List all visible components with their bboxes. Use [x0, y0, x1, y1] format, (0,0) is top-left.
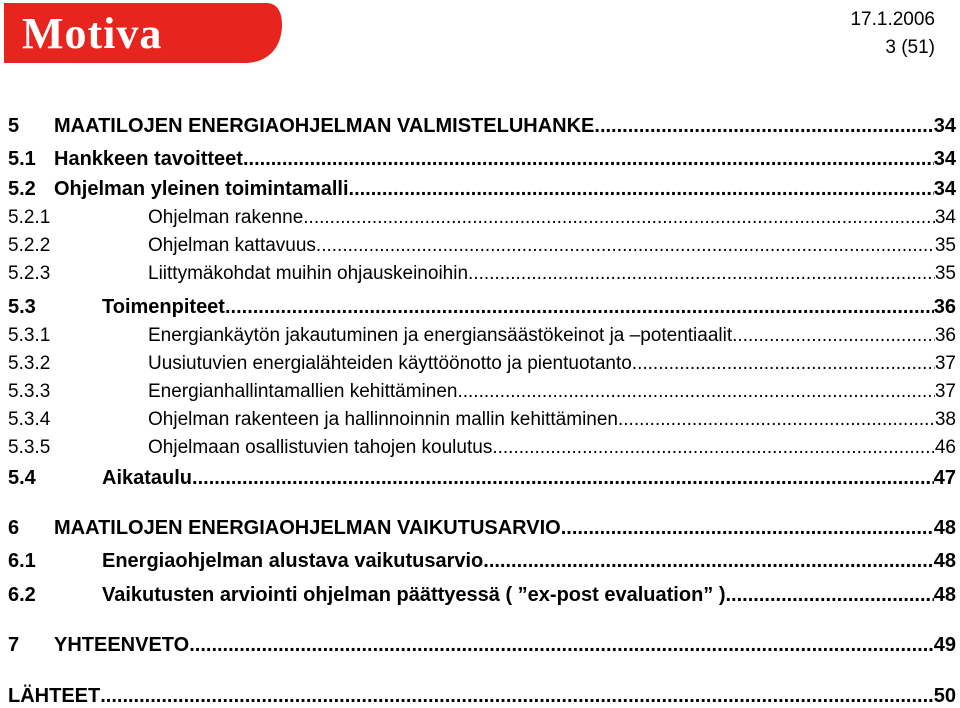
toc-page: 47 — [933, 467, 956, 489]
toc-title: LÄHTEET — [8, 685, 101, 707]
toc-number: 5.4 — [8, 467, 36, 489]
toc-title: Ohjelman rakenne — [148, 207, 304, 228]
toc-page: 35 — [934, 263, 956, 284]
toc-leader — [632, 352, 935, 376]
toc-number: 5 — [8, 115, 20, 137]
toc-entry-5-4[interactable] — [8, 466, 956, 490]
toc-entry-5-2-2[interactable] — [8, 234, 956, 258]
toc-number: 5.3.3 — [8, 381, 51, 402]
toc-title: Energiaohjelman alustava vaikutusarvio — [102, 550, 484, 572]
toc-title: Energianhallintamallien kehittäminen — [148, 381, 458, 402]
logo-text: Motiva — [22, 9, 163, 58]
toc-page: 48 — [933, 584, 956, 606]
toc-entry-7[interactable] — [8, 633, 956, 657]
toc-entry-5-2-3[interactable] — [8, 262, 956, 286]
toc-title: Vaikutusten arviointi ohjelman päättyessä ( ”ex-post evaluation” ) — [102, 584, 726, 606]
toc-entry-5-2[interactable] — [8, 177, 956, 201]
document-date: 17.1.2006 — [850, 9, 935, 30]
toc-number: 5.3 — [8, 296, 36, 318]
toc-page: 48 — [933, 517, 956, 539]
toc-entry-6[interactable] — [8, 516, 956, 540]
toc-page: 37 — [934, 353, 956, 374]
toc-title: MAATILOJEN ENERGIAOHJELMAN VAIKUTUSARVIO — [54, 517, 561, 539]
toc-number: 5.3.4 — [8, 409, 51, 430]
toc-number: 6.1 — [8, 550, 36, 572]
toc-number: 6 — [8, 517, 20, 539]
toc-entry-5-3-1[interactable] — [8, 324, 956, 348]
toc-page: 34 — [933, 115, 956, 137]
toc-page: 38 — [934, 409, 956, 430]
toc-entry-6-1[interactable] — [8, 549, 956, 573]
toc-entry-5-3-2[interactable] — [8, 352, 956, 376]
toc-title: Ohjelman rakenteen ja hallinnoinnin mallin kehittäminen — [148, 409, 618, 430]
toc-entry-5-3-5[interactable] — [8, 436, 956, 460]
toc-title: Hankkeen tavoitteet — [54, 148, 243, 170]
toc-page: 36 — [933, 296, 956, 318]
toc-title: Toimenpiteet — [102, 296, 225, 318]
toc-leader — [192, 466, 934, 490]
table-of-contents — [8, 0, 956, 706]
toc-number: 5.2 — [8, 178, 36, 200]
toc-entry-5-3-3[interactable] — [8, 380, 956, 404]
toc-title: Energiankäytön jakautuminen ja energiansäästökeinot ja –potentiaalit — [148, 325, 733, 346]
toc-page: 34 — [933, 148, 956, 170]
toc-title: Liittymäkohdat muihin ohjauskeinoihin — [148, 263, 469, 284]
toc-entry-5-1[interactable] — [8, 147, 956, 171]
toc-entry-lahteet[interactable] — [8, 684, 956, 708]
toc-page: 49 — [933, 634, 956, 656]
toc-leader — [594, 114, 933, 138]
toc-title: MAATILOJEN ENERGIAOHJELMAN VALMISTELUHANKE — [54, 115, 595, 137]
toc-leader — [483, 549, 933, 573]
toc-page: 50 — [933, 685, 956, 707]
toc-leader — [726, 583, 934, 607]
toc-title: YHTEENVETO — [54, 634, 190, 656]
toc-leader — [303, 206, 935, 230]
toc-page: 34 — [934, 207, 956, 228]
toc-title: Ohjelman yleinen toimintamalli — [54, 178, 349, 200]
toc-title: Ohjelmaan osallistuvien tahojen koulutus — [148, 437, 493, 458]
toc-number: 5.2.2 — [8, 235, 51, 256]
toc-number: 7 — [8, 634, 20, 656]
toc-entry-5-3-4[interactable] — [8, 408, 956, 432]
toc-number: 5.3.1 — [8, 325, 51, 346]
toc-leader — [457, 380, 934, 404]
toc-number: 5.2.1 — [8, 207, 51, 228]
toc-leader — [100, 684, 934, 708]
toc-page: 35 — [934, 235, 956, 256]
toc-leader — [316, 234, 935, 258]
toc-title: Ohjelman kattavuus — [148, 235, 316, 256]
toc-leader — [189, 633, 934, 657]
toc-entry-6-2[interactable] — [8, 583, 956, 607]
toc-title: Uusiutuvien energialähteiden käyttöönotto ja pientuotanto — [148, 353, 632, 374]
toc-page: 37 — [934, 381, 956, 402]
page-indicator: 3 (51) — [885, 37, 935, 58]
toc-number: 6.2 — [8, 584, 36, 606]
toc-leader — [468, 262, 935, 286]
toc-leader — [349, 177, 934, 201]
toc-entry-5[interactable] — [8, 114, 956, 138]
toc-number: 5.3.5 — [8, 437, 51, 458]
toc-page: 36 — [934, 325, 956, 346]
toc-leader — [243, 147, 934, 171]
toc-title: Aikataulu — [102, 467, 193, 489]
toc-number: 5.3.2 — [8, 353, 51, 374]
toc-page: 34 — [933, 178, 956, 200]
toc-leader — [492, 436, 935, 460]
toc-leader — [225, 295, 934, 319]
toc-page: 48 — [933, 550, 956, 572]
toc-number: 5.1 — [8, 148, 36, 170]
toc-entry-5-3[interactable] — [8, 295, 956, 319]
toc-leader — [561, 516, 934, 540]
toc-leader — [732, 324, 935, 348]
toc-leader — [618, 408, 935, 432]
toc-page: 46 — [934, 437, 956, 458]
toc-number: 5.2.3 — [8, 263, 51, 284]
toc-entry-5-2-1[interactable] — [8, 206, 956, 230]
